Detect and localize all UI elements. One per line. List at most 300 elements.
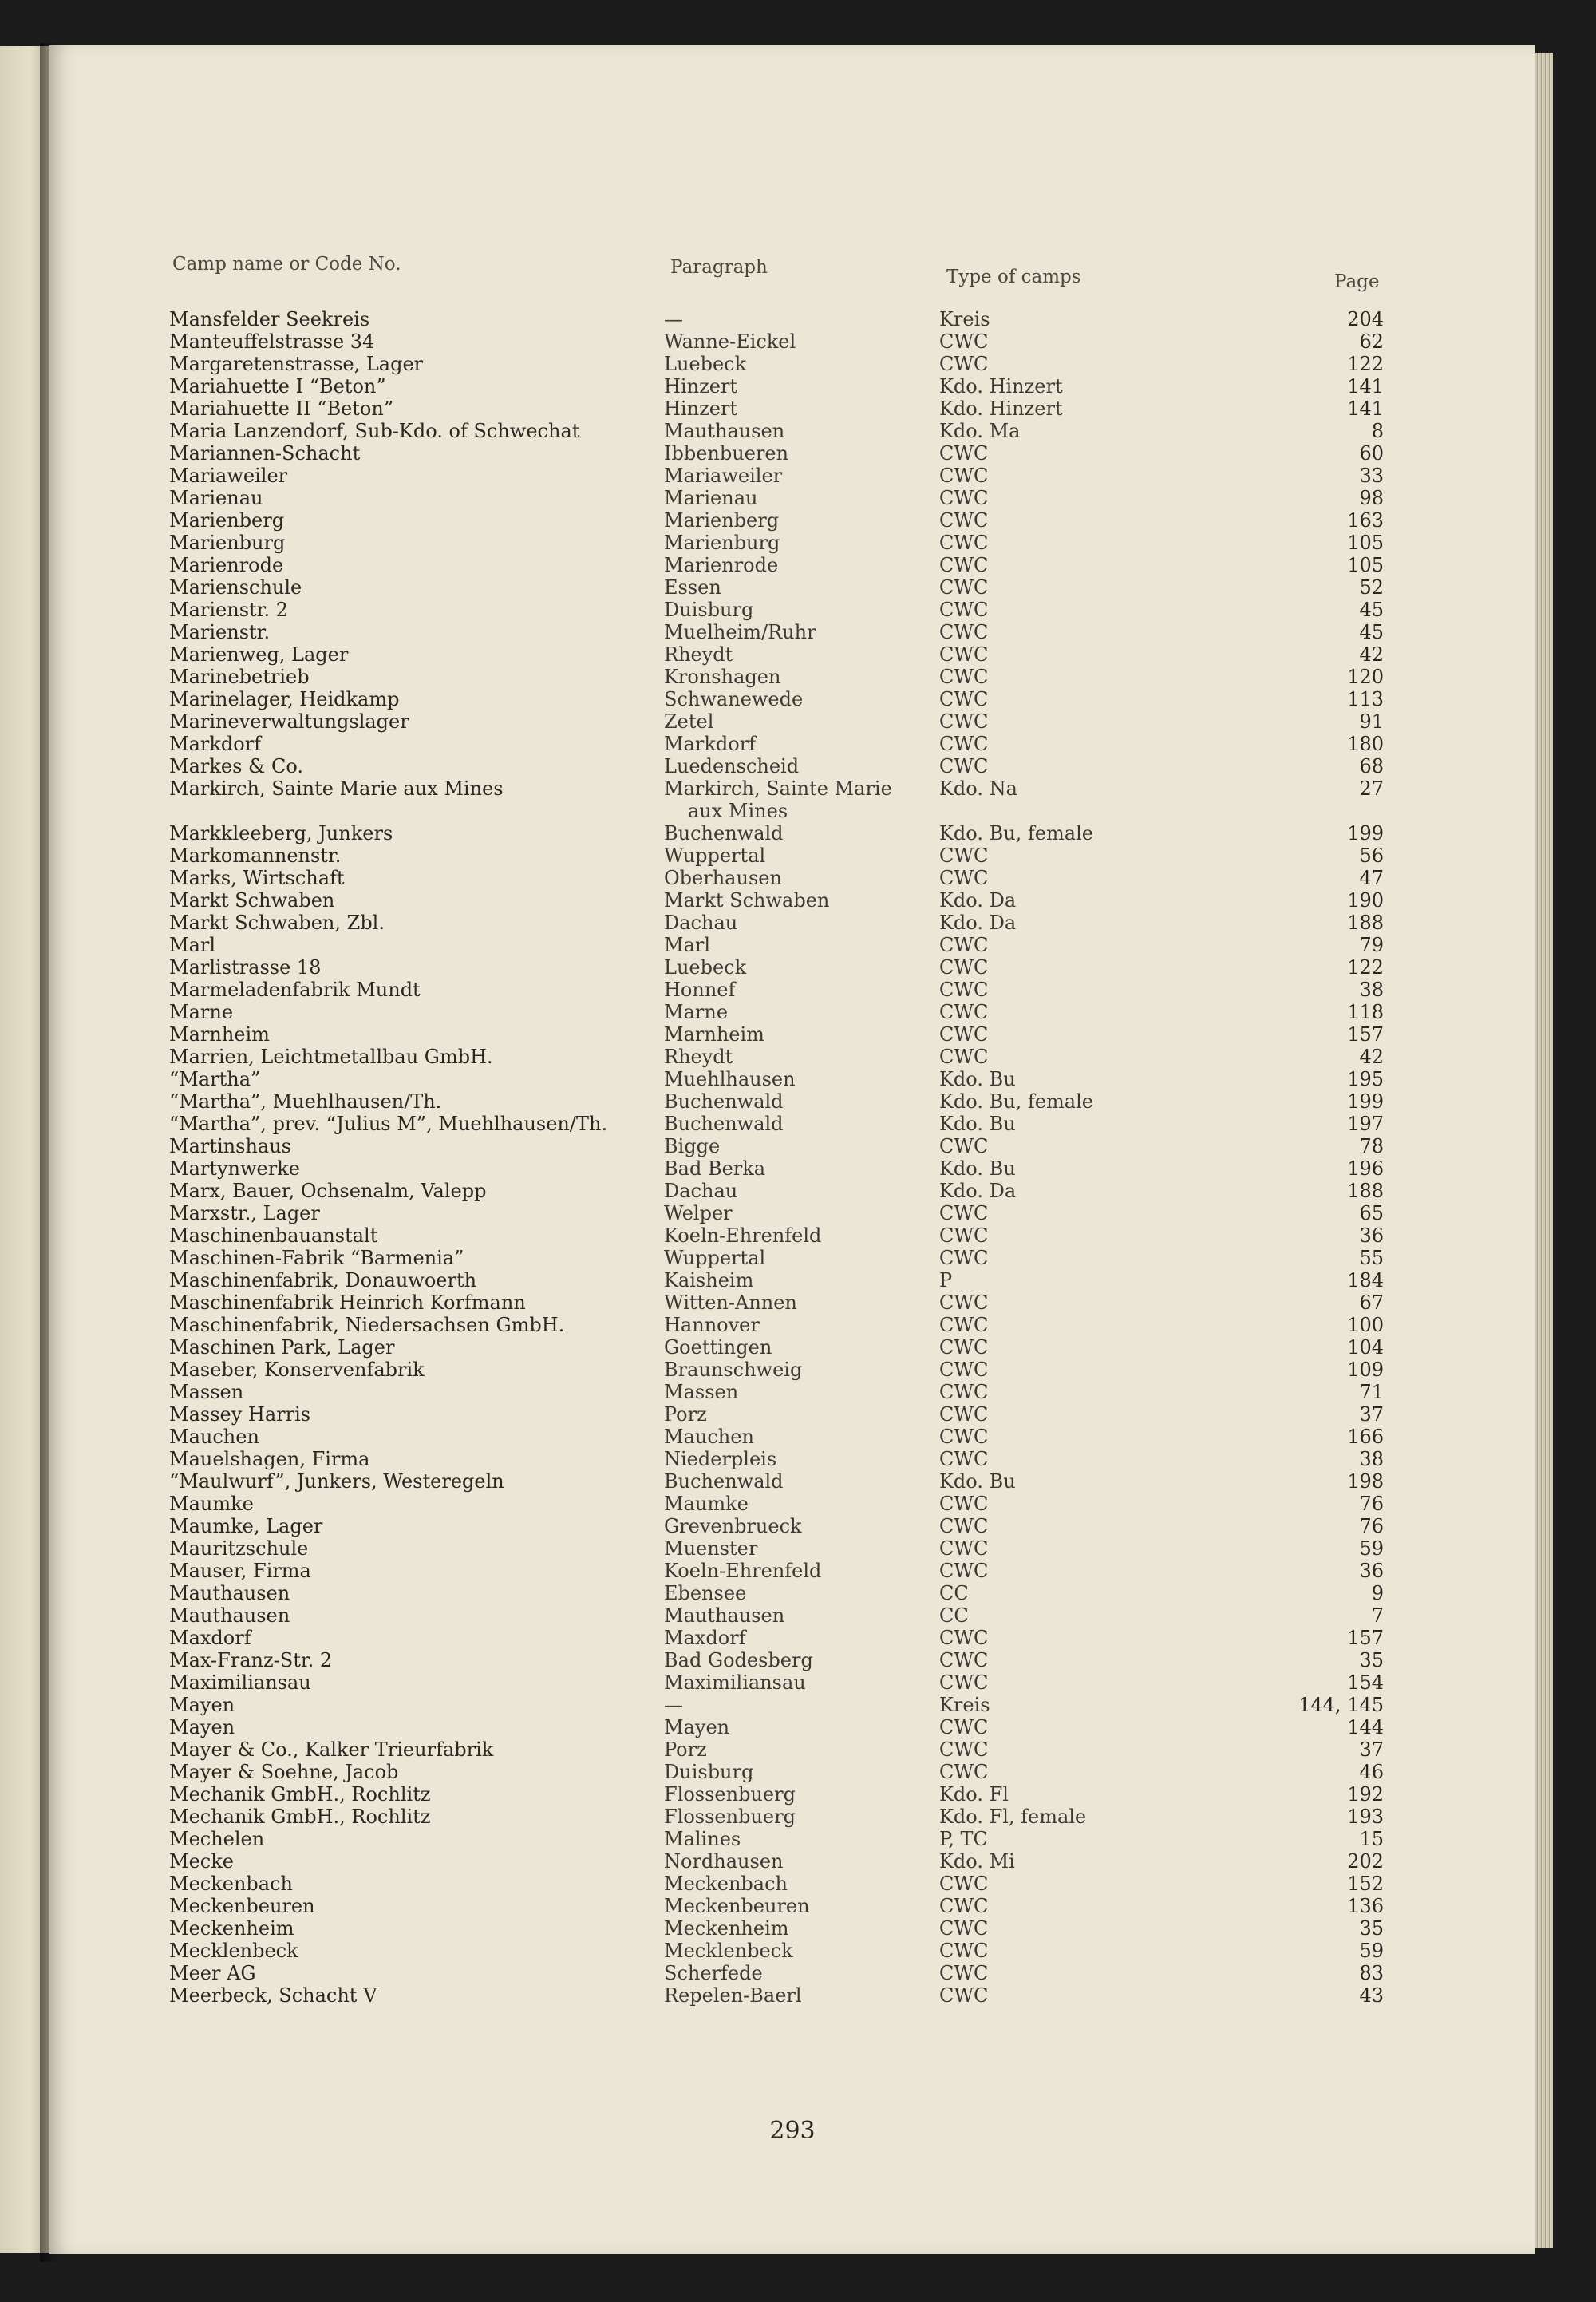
type-cell: CWC xyxy=(939,733,989,755)
paragraph-cell: Marl xyxy=(664,934,711,956)
camp-name-cell: Markdorf xyxy=(169,733,262,755)
table-row xyxy=(49,465,1535,487)
type-cell: CWC xyxy=(939,934,989,956)
table-row xyxy=(49,755,1535,777)
page-cell: 71 xyxy=(1359,1381,1384,1403)
page-cell: 68 xyxy=(1359,755,1384,777)
table-row xyxy=(49,1627,1535,1649)
table-row xyxy=(49,1515,1535,1537)
type-cell: Kdo. Fl, female xyxy=(939,1806,1087,1828)
camp-name-cell: Meckenheim xyxy=(169,1917,294,1940)
paragraph-cell: Luebeck xyxy=(664,353,747,375)
page-cell: 195 xyxy=(1347,1068,1384,1090)
camp-name-cell: Markes & Co. xyxy=(169,755,304,777)
page-cell: 38 xyxy=(1359,979,1384,1001)
type-cell: CWC xyxy=(939,1202,989,1224)
page-cell: 43 xyxy=(1359,1984,1384,2007)
paragraph-cell: Malines xyxy=(664,1828,741,1850)
type-cell: CWC xyxy=(939,1291,989,1314)
paragraph-cell: Buchenwald xyxy=(664,1113,784,1135)
table-row xyxy=(49,1493,1535,1515)
table-row xyxy=(49,912,1535,934)
table-row xyxy=(49,1604,1535,1627)
camp-name-cell: Mariahuette I “Beton” xyxy=(169,375,386,398)
page-cell: 9 xyxy=(1371,1582,1384,1604)
paragraph-cell: Bad Berka xyxy=(664,1157,766,1180)
table-row xyxy=(49,554,1535,576)
camp-name-cell: Marineverwaltungslager xyxy=(169,710,409,733)
page-cell: 199 xyxy=(1347,822,1384,844)
page-cell: 36 xyxy=(1359,1224,1384,1247)
page-cell: 47 xyxy=(1359,867,1384,889)
camp-name-cell: Markomannenstr. xyxy=(169,844,342,867)
paragraph-cell: Scherfede xyxy=(664,1962,763,1984)
table-row xyxy=(49,1001,1535,1023)
paragraph-cell: Muelheim/Ruhr xyxy=(664,621,816,643)
page-cell: 105 xyxy=(1347,532,1384,554)
type-cell: Kdo. Da xyxy=(939,1180,1017,1202)
type-cell: CWC xyxy=(939,867,989,889)
paragraph-line-continued: aux Mines xyxy=(688,800,788,822)
header-page: Page xyxy=(1334,271,1380,292)
camp-name-cell: Meckenbach xyxy=(169,1873,293,1895)
camp-name-cell: Meckenbeuren xyxy=(169,1895,315,1917)
type-cell: CWC xyxy=(939,666,989,688)
table-row xyxy=(49,398,1535,420)
table-row xyxy=(49,1113,1535,1135)
paragraph-cell: Grevenbrueck xyxy=(664,1515,802,1537)
paragraph-cell: Dachau xyxy=(664,1180,738,1202)
page-cell: 52 xyxy=(1359,576,1384,599)
page-cell: 46 xyxy=(1359,1761,1384,1783)
table-row xyxy=(49,1291,1535,1314)
camp-name-cell: Marinelager, Heidkamp xyxy=(169,688,400,710)
camp-name-cell: Massen xyxy=(169,1381,244,1403)
table-row xyxy=(49,1470,1535,1493)
table-row xyxy=(49,532,1535,554)
camp-name-cell: Maschinenfabrik, Niedersachsen GmbH. xyxy=(169,1314,565,1336)
page-cell: 152 xyxy=(1347,1873,1384,1895)
type-cell: CWC xyxy=(939,621,989,643)
paragraph-cell: Maximiliansau xyxy=(664,1671,806,1694)
type-cell: CWC xyxy=(939,1426,989,1448)
table-row xyxy=(49,353,1535,375)
camp-name-cell: Maschinen Park, Lager xyxy=(169,1336,395,1359)
camp-name-cell: Mansfelder Seekreis xyxy=(169,308,370,330)
type-cell: Kreis xyxy=(939,308,990,330)
table-row xyxy=(49,1582,1535,1604)
page-cell: 60 xyxy=(1359,442,1384,465)
page-cell: 62 xyxy=(1359,330,1384,353)
page-number: 293 xyxy=(769,2117,816,2145)
camp-name-cell: Maschinenbauanstalt xyxy=(169,1224,378,1247)
paragraph-cell: Rheydt xyxy=(664,1046,733,1068)
type-cell: CWC xyxy=(939,442,989,465)
type-cell: Kreis xyxy=(939,1694,990,1716)
page-cell: 105 xyxy=(1347,554,1384,576)
table-row xyxy=(49,487,1535,509)
table-row xyxy=(49,688,1535,710)
page-cell: 78 xyxy=(1359,1135,1384,1157)
paragraph-cell: Markt Schwaben xyxy=(664,889,830,912)
camp-name-cell: Martinshaus xyxy=(169,1135,291,1157)
page-cell: 197 xyxy=(1347,1113,1384,1135)
table-row xyxy=(49,934,1535,956)
camp-name-cell: Maschinenfabrik, Donauwoerth xyxy=(169,1269,477,1291)
camp-name-cell: Marinebetrieb xyxy=(169,666,310,688)
page-cell: 188 xyxy=(1347,912,1384,934)
table-row xyxy=(49,666,1535,688)
type-cell: CWC xyxy=(939,1046,989,1068)
camp-name-cell: Maximiliansau xyxy=(169,1671,311,1694)
header-type: Type of camps xyxy=(946,267,1081,287)
table-row xyxy=(49,822,1535,844)
table-row xyxy=(49,1359,1535,1381)
camp-name-cell: Maseber, Konservenfabrik xyxy=(169,1359,425,1381)
page-cell: 27 xyxy=(1359,777,1384,800)
camp-name-cell: Meer AG xyxy=(169,1962,256,1984)
page-cell: 104 xyxy=(1347,1336,1384,1359)
type-cell: CWC xyxy=(939,1940,989,1962)
camp-name-cell: Mauthausen xyxy=(169,1582,290,1604)
page-cell: 76 xyxy=(1359,1515,1384,1537)
paragraph-cell: Schwanewede xyxy=(664,688,804,710)
table-row xyxy=(49,1046,1535,1068)
type-cell: Kdo. Da xyxy=(939,889,1017,912)
paragraph-cell: Buchenwald xyxy=(664,822,784,844)
paragraph-cell: Welper xyxy=(664,1202,733,1224)
camp-name-cell: Mauelshagen, Firma xyxy=(169,1448,370,1470)
table-row xyxy=(49,1716,1535,1738)
paragraph-cell: Marienburg xyxy=(664,532,780,554)
table-row xyxy=(49,1738,1535,1761)
type-cell: Kdo. Bu xyxy=(939,1068,1016,1090)
page-cell: 144, 145 xyxy=(1298,1694,1384,1716)
header-camp-name: Camp name or Code No. xyxy=(172,254,401,275)
camp-name-cell: Marmeladenfabrik Mundt xyxy=(169,979,421,1001)
paragraph-cell: Mauthausen xyxy=(664,1604,785,1627)
table-row xyxy=(49,1783,1535,1806)
page-cell: 65 xyxy=(1359,1202,1384,1224)
table-row xyxy=(49,956,1535,979)
paragraph-cell: Meckenheim xyxy=(664,1917,789,1940)
type-cell: Kdo. Bu, female xyxy=(939,822,1093,844)
table-row xyxy=(49,1560,1535,1582)
page-cell: 7 xyxy=(1371,1604,1384,1627)
table-row xyxy=(49,599,1535,621)
page-cell: 36 xyxy=(1359,1560,1384,1582)
page-cell: 8 xyxy=(1371,420,1384,442)
type-cell: CWC xyxy=(939,1247,989,1269)
camp-name-cell: Mayen xyxy=(169,1716,235,1738)
paragraph-cell: — xyxy=(664,1694,683,1716)
camp-name-cell: Max-Franz-Str. 2 xyxy=(169,1649,333,1671)
type-cell: P, TC xyxy=(939,1828,988,1850)
table-row xyxy=(49,1671,1535,1694)
paragraph-cell: Marne xyxy=(664,1001,729,1023)
camp-name-cell: Mauthausen xyxy=(169,1604,290,1627)
paragraph-cell: Mayen xyxy=(664,1716,730,1738)
type-cell: Kdo. Bu xyxy=(939,1470,1016,1493)
paragraph-cell: Mauchen xyxy=(664,1426,754,1448)
type-cell: CWC xyxy=(939,1560,989,1582)
paragraph-cell: Hinzert xyxy=(664,398,738,420)
table-row xyxy=(49,1850,1535,1873)
camp-name-cell: Massey Harris xyxy=(169,1403,311,1426)
page-cell: 55 xyxy=(1359,1247,1384,1269)
table-row xyxy=(49,308,1535,330)
page-cell: 67 xyxy=(1359,1291,1384,1314)
camp-name-cell: Mechanik GmbH., Rochlitz xyxy=(169,1783,431,1806)
page-cell: 154 xyxy=(1347,1671,1384,1694)
camp-name-cell: Marienstr. 2 xyxy=(169,599,289,621)
paragraph-cell: Meckenbeuren xyxy=(664,1895,810,1917)
camp-name-cell: Meerbeck, Schacht V xyxy=(169,1984,377,2007)
paragraph-cell: Marienau xyxy=(664,487,758,509)
paragraph-cell: Flossenbuerg xyxy=(664,1783,796,1806)
camp-name-cell: Maxdorf xyxy=(169,1627,251,1649)
paragraph-cell: Ebensee xyxy=(664,1582,747,1604)
paragraph-cell: Nordhausen xyxy=(664,1850,784,1873)
type-cell: CWC xyxy=(939,1873,989,1895)
paragraph-cell: Porz xyxy=(664,1403,707,1426)
table-row xyxy=(49,1381,1535,1403)
table-row xyxy=(49,1448,1535,1470)
type-cell: Kdo. Bu xyxy=(939,1157,1016,1180)
paragraph-cell: Buchenwald xyxy=(664,1090,784,1113)
type-cell: CWC xyxy=(939,465,989,487)
page-cell: 157 xyxy=(1347,1023,1384,1046)
paragraph-cell: Porz xyxy=(664,1738,707,1761)
type-cell: CWC xyxy=(939,1761,989,1783)
camp-name-cell: Marne xyxy=(169,1001,234,1023)
paragraph-cell: Buchenwald xyxy=(664,1470,784,1493)
table-header xyxy=(49,254,1535,292)
page-cell: 141 xyxy=(1347,375,1384,398)
paragraph-cell: Koeln-Ehrenfeld xyxy=(664,1560,822,1582)
table-row xyxy=(49,710,1535,733)
table-row xyxy=(49,1269,1535,1291)
table-row xyxy=(49,1224,1535,1247)
camp-name-cell: Marienau xyxy=(169,487,263,509)
camp-name-cell: Mariahuette II “Beton” xyxy=(169,398,394,420)
paragraph-cell: Zetel xyxy=(664,710,714,733)
table-row xyxy=(49,420,1535,442)
paragraph-cell: Luebeck xyxy=(664,956,747,979)
table-row xyxy=(49,375,1535,398)
table-row xyxy=(49,1202,1535,1224)
type-cell: CWC xyxy=(939,643,989,666)
table-row xyxy=(49,509,1535,532)
page-stack-edge xyxy=(1535,53,1553,2248)
page-cell: 91 xyxy=(1359,710,1384,733)
type-cell: CWC xyxy=(939,599,989,621)
paragraph-cell: Niederpleis xyxy=(664,1448,777,1470)
page-cell: 56 xyxy=(1359,844,1384,867)
table-row xyxy=(49,1090,1535,1113)
paragraph-cell: Wuppertal xyxy=(664,844,766,867)
camp-name-cell: Mayen xyxy=(169,1694,235,1716)
paragraph-cell: Duisburg xyxy=(664,599,754,621)
paragraph-cell: Honnef xyxy=(664,979,736,1001)
page-cell: 157 xyxy=(1347,1627,1384,1649)
type-cell: Kdo. Hinzert xyxy=(939,375,1063,398)
camp-name-cell: Marienberg xyxy=(169,509,285,532)
table-row xyxy=(49,1537,1535,1560)
table-row xyxy=(49,1247,1535,1269)
type-cell: CWC xyxy=(939,353,989,375)
paragraph-cell: Hannover xyxy=(664,1314,760,1336)
type-cell: CWC xyxy=(939,1493,989,1515)
camp-name-cell: Mayer & Soehne, Jacob xyxy=(169,1761,399,1783)
paragraph-cell: Dachau xyxy=(664,912,738,934)
camp-name-cell: Maumke xyxy=(169,1493,254,1515)
camp-name-cell: Maschinen-Fabrik “Barmenia” xyxy=(169,1247,464,1269)
table-row xyxy=(49,1023,1535,1046)
page-cell: 38 xyxy=(1359,1448,1384,1470)
table-row xyxy=(49,1180,1535,1202)
type-cell: CWC xyxy=(939,956,989,979)
camp-name-cell: Marienrode xyxy=(169,554,284,576)
paragraph-cell: Bigge xyxy=(664,1135,721,1157)
page-cell: 122 xyxy=(1347,956,1384,979)
page-cell: 163 xyxy=(1347,509,1384,532)
camp-name-cell: Mecklenbeck xyxy=(169,1940,298,1962)
paragraph-cell: Luedenscheid xyxy=(664,755,800,777)
type-cell: P xyxy=(939,1269,953,1291)
camp-name-cell: Marrien, Leichtmetallbau GmbH. xyxy=(169,1046,493,1068)
page-cell: 193 xyxy=(1347,1806,1384,1828)
page-cell: 35 xyxy=(1359,1649,1384,1671)
type-cell: CWC xyxy=(939,1336,989,1359)
camp-name-cell: Mayer & Co., Kalker Trieurfabrik xyxy=(169,1738,494,1761)
paragraph-cell: Flossenbuerg xyxy=(664,1806,796,1828)
type-cell: CWC xyxy=(939,1023,989,1046)
page-cell: 118 xyxy=(1347,1001,1384,1023)
table-row xyxy=(49,1984,1535,2007)
page-cell: 76 xyxy=(1359,1493,1384,1515)
page-cell: 37 xyxy=(1359,1738,1384,1761)
type-cell: CWC xyxy=(939,755,989,777)
camp-name-cell: “Martha”, prev. “Julius M”, Muehlhausen/Th. xyxy=(169,1113,608,1135)
table-row xyxy=(49,1403,1535,1426)
page-cell: 35 xyxy=(1359,1917,1384,1940)
table-row xyxy=(49,1806,1535,1828)
table-row xyxy=(49,442,1535,465)
page-cell: 109 xyxy=(1347,1359,1384,1381)
camp-name-cell: Mariannen-Schacht xyxy=(169,442,361,465)
paragraph-cell: Duisburg xyxy=(664,1761,754,1783)
paragraph-cell: Maumke xyxy=(664,1493,749,1515)
camp-name-cell: Maschinenfabrik Heinrich Korfmann xyxy=(169,1291,526,1314)
paragraph-cell: Mecklenbeck xyxy=(664,1940,793,1962)
table-row xyxy=(49,330,1535,353)
camp-name-cell: Markkleeberg, Junkers xyxy=(169,822,393,844)
page-cell: 37 xyxy=(1359,1403,1384,1426)
page-cell: 184 xyxy=(1347,1269,1384,1291)
page-cell: 42 xyxy=(1359,643,1384,666)
type-cell: CWC xyxy=(939,1224,989,1247)
page-cell: 188 xyxy=(1347,1180,1384,1202)
type-cell: CWC xyxy=(939,509,989,532)
paragraph-cell: Goettingen xyxy=(664,1336,772,1359)
paragraph-cell: Ibbenbueren xyxy=(664,442,789,465)
type-cell: CWC xyxy=(939,1135,989,1157)
camp-name-cell: “Maulwurf”, Junkers, Westeregeln xyxy=(169,1470,504,1493)
type-cell: CWC xyxy=(939,1917,989,1940)
table-row xyxy=(49,621,1535,643)
camp-name-cell: “Martha”, Muehlhausen/Th. xyxy=(169,1090,442,1113)
paragraph-cell: Wuppertal xyxy=(664,1247,766,1269)
type-cell: CWC xyxy=(939,1403,989,1426)
camp-name-cell: Mechelen xyxy=(169,1828,265,1850)
page-cell: 196 xyxy=(1347,1157,1384,1180)
type-cell: CWC xyxy=(939,1671,989,1694)
page-cell: 45 xyxy=(1359,599,1384,621)
camp-name-cell: Margaretenstrasse, Lager xyxy=(169,353,424,375)
type-cell: CWC xyxy=(939,532,989,554)
page-cell: 42 xyxy=(1359,1046,1384,1068)
page-cell: 192 xyxy=(1347,1783,1384,1806)
page-cell: 59 xyxy=(1359,1537,1384,1560)
camp-name-cell: Mauritzschule xyxy=(169,1537,309,1560)
camp-name-cell: Marnheim xyxy=(169,1023,270,1046)
paragraph-cell: Marienrode xyxy=(664,554,779,576)
type-cell: CC xyxy=(939,1582,969,1604)
page-cell: 100 xyxy=(1347,1314,1384,1336)
table-row xyxy=(49,643,1535,666)
type-cell: CWC xyxy=(939,1984,989,2007)
type-cell: CWC xyxy=(939,487,989,509)
paragraph-cell: Meckenbach xyxy=(664,1873,788,1895)
paragraph-cell: Kronshagen xyxy=(664,666,781,688)
type-cell: Kdo. Bu xyxy=(939,1113,1016,1135)
page-cell: 113 xyxy=(1347,688,1384,710)
camp-name-cell: Maria Lanzendorf, Sub-Kdo. of Schwechat xyxy=(169,420,580,442)
type-cell: CWC xyxy=(939,1895,989,1917)
type-cell: CWC xyxy=(939,1448,989,1470)
table-row xyxy=(49,1761,1535,1783)
paragraph-cell: Witten-Annen xyxy=(664,1291,797,1314)
camp-name-cell: Martynwerke xyxy=(169,1157,300,1180)
paragraph-cell: Mauthausen xyxy=(664,420,785,442)
page-cell: 136 xyxy=(1347,1895,1384,1917)
camp-name-cell: Marienburg xyxy=(169,532,286,554)
paragraph-cell: Bad Godesberg xyxy=(664,1649,813,1671)
table-row xyxy=(49,1336,1535,1359)
type-cell: CWC xyxy=(939,1001,989,1023)
paragraph-cell: Rheydt xyxy=(664,643,733,666)
page-cell: 198 xyxy=(1347,1470,1384,1493)
paragraph-line: Markirch, Sainte Marie xyxy=(664,777,892,800)
camp-name-cell: Marlistrasse 18 xyxy=(169,956,322,979)
camp-name-cell: Marienschule xyxy=(169,576,302,599)
page-cell: 120 xyxy=(1347,666,1384,688)
page-cell: 199 xyxy=(1347,1090,1384,1113)
camp-name-cell: Mauser, Firma xyxy=(169,1560,311,1582)
table-row xyxy=(49,1895,1535,1917)
type-cell: CWC xyxy=(939,1314,989,1336)
table-row xyxy=(49,889,1535,912)
paragraph-cell: Marienberg xyxy=(664,509,780,532)
camp-name-cell: Mecke xyxy=(169,1850,234,1873)
type-cell: CWC xyxy=(939,1515,989,1537)
paragraph-cell: Oberhausen xyxy=(664,867,782,889)
page-cell: 45 xyxy=(1359,621,1384,643)
camp-name-cell: Marx, Bauer, Ochsenalm, Valepp xyxy=(169,1180,487,1202)
camp-name-cell: Mauchen xyxy=(169,1426,259,1448)
page-cell: 15 xyxy=(1359,1828,1384,1850)
